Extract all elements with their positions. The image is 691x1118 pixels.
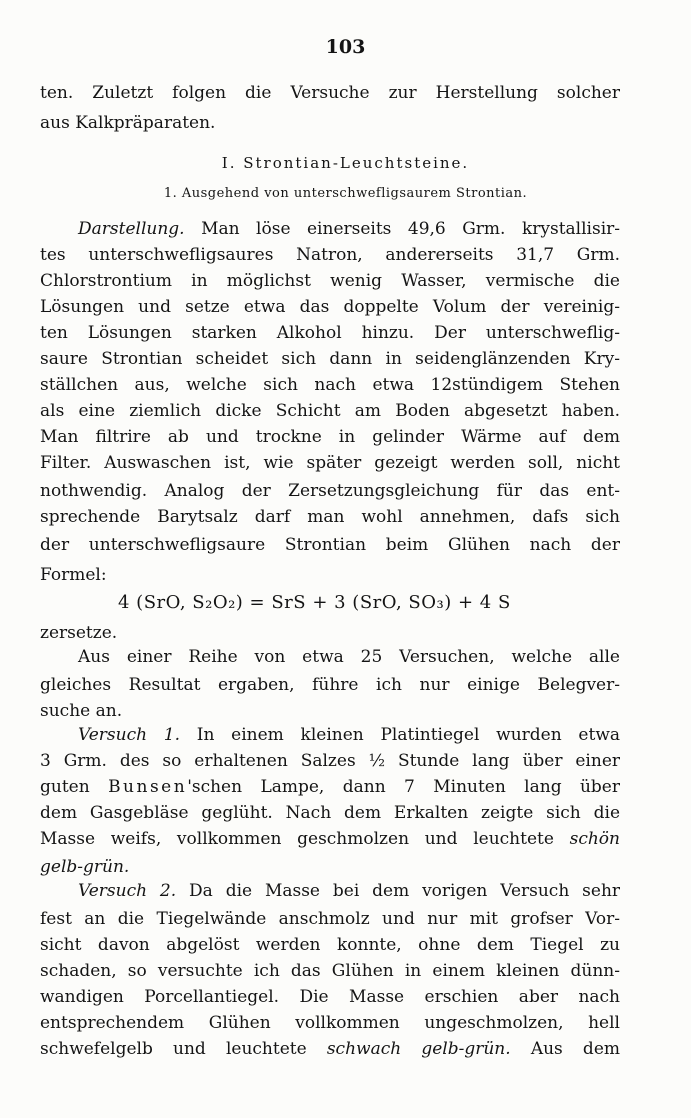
paragraph-line: Formel: <box>40 565 107 585</box>
paragraph-line: als eine ziemlich dicke Schicht am Boden abgesetzt haben. <box>40 401 620 421</box>
text-run: schwefelgelb und leuchtete <box>40 1039 307 1059</box>
paragraph-line <box>40 828 620 850</box>
paragraph-line: Chlorstrontium in möglichst wenig Wasser, vermische die <box>40 271 620 291</box>
paragraph-line <box>78 218 620 240</box>
paragraph-line: Lösungen und setze etwa das doppelte Volum der vereinig- <box>40 297 620 317</box>
versuch-label: Versuch 2. <box>78 881 177 901</box>
intro-line: ten. Zuletzt folgen die Versuche zur Herstellung solcher <box>40 83 620 103</box>
paragraph-line: Man filtrire ab und trockne in gelinder Wärme auf dem <box>40 427 620 447</box>
paragraph-line: schaden, so versuchte ich das Glühen in einem kleinen dünn- <box>40 961 620 981</box>
paragraph-line: der unterschwefligsaure Strontian beim Glühen nach der <box>40 535 620 555</box>
emphasis: schwach gelb-grün. <box>326 1039 511 1059</box>
text-run: In einem kleinen Platintiegel wurden etwa <box>196 725 620 745</box>
person-name: Bunsen <box>108 777 188 797</box>
text-run: Masse weifs, vollkommen geschmolzen und leuchtete <box>40 829 554 849</box>
text-run: 'schen Lampe, dann 7 Minuten lang über <box>187 777 620 797</box>
paragraph-line: zersetze. <box>40 623 118 643</box>
paragraph-line <box>40 776 620 798</box>
emphasis: schön <box>569 829 620 849</box>
paragraph-line: wandigen Porcellantiegel. Die Masse erschien aber nach <box>40 987 620 1007</box>
paragraph-line: Aus einer Reihe von etwa 25 Versuchen, welche alle <box>78 647 620 667</box>
paragraph-line: entsprechendem Glühen vollkommen ungeschmolzen, hell <box>40 1013 620 1033</box>
text-run: guten <box>40 777 90 797</box>
paragraph-line <box>78 724 620 746</box>
chemical-formula: 4 (SrO, S₂O₂) = SrS + 3 (SrO, SO₃) + 4 S <box>118 592 511 613</box>
text-run: Aus dem <box>530 1039 620 1059</box>
text-run: Man löse einerseits 49,6 Grm. krystallisir- <box>201 219 621 239</box>
versuch-label: Versuch 1. <box>78 725 181 745</box>
paragraph-line: suche an. <box>40 701 123 721</box>
paragraph-line: sicht davon abgelöst werden konnte, ohne dem Tiegel zu <box>40 935 620 955</box>
paragraph-line: gelb-grün. <box>40 857 130 877</box>
sub-heading: 1. Ausgehend von unterschwefligsaurem Strontian. <box>163 186 528 201</box>
paragraph-line <box>78 880 620 902</box>
text-run: Da die Masse bei dem vorigen Versuch sehr <box>189 881 621 901</box>
paragraph-line <box>40 1038 620 1060</box>
paragraph-line: fest an die Tiegelwände anschmolz und nur mit grofser Vor- <box>40 909 620 929</box>
paragraph-line: tes unterschwefligsaures Natron, andererseits 31,7 Grm. <box>40 245 620 265</box>
darstellung-label: Darstellung. <box>78 219 185 239</box>
page-number: 103 <box>325 36 366 58</box>
paragraph-line: sprechende Barytsalz darf man wohl annehmen, dafs sich <box>40 507 620 527</box>
paragraph-line: nothwendig. Analog der Zersetzungsgleichung für das ent- <box>40 481 620 501</box>
intro-line: aus Kalkpräparaten. <box>40 113 216 133</box>
paragraph-line: saure Strontian scheidet sich dann in seidenglänzenden Kry- <box>40 349 620 369</box>
paragraph-line: 3 Grm. des so erhaltenen Salzes ½ Stunde lang über einer <box>40 751 620 771</box>
paragraph-line: ten Lösungen starken Alkohol hinzu. Der unterschweflig- <box>40 323 620 343</box>
paragraph-line: dem Gasgebläse geglüht. Nach dem Erkalten zeigte sich die <box>40 803 620 823</box>
paragraph-line: Filter. Auswaschen ist, wie später gezeigt werden soll, nicht <box>40 453 620 473</box>
paragraph-line: ställchen aus, welche sich nach etwa 12stündigem Stehen <box>40 375 620 395</box>
paragraph-line: gleiches Resultat ergaben, führe ich nur einige Belegver- <box>40 675 620 695</box>
section-heading: I. Strontian-Leuchtsteine. <box>221 154 470 172</box>
